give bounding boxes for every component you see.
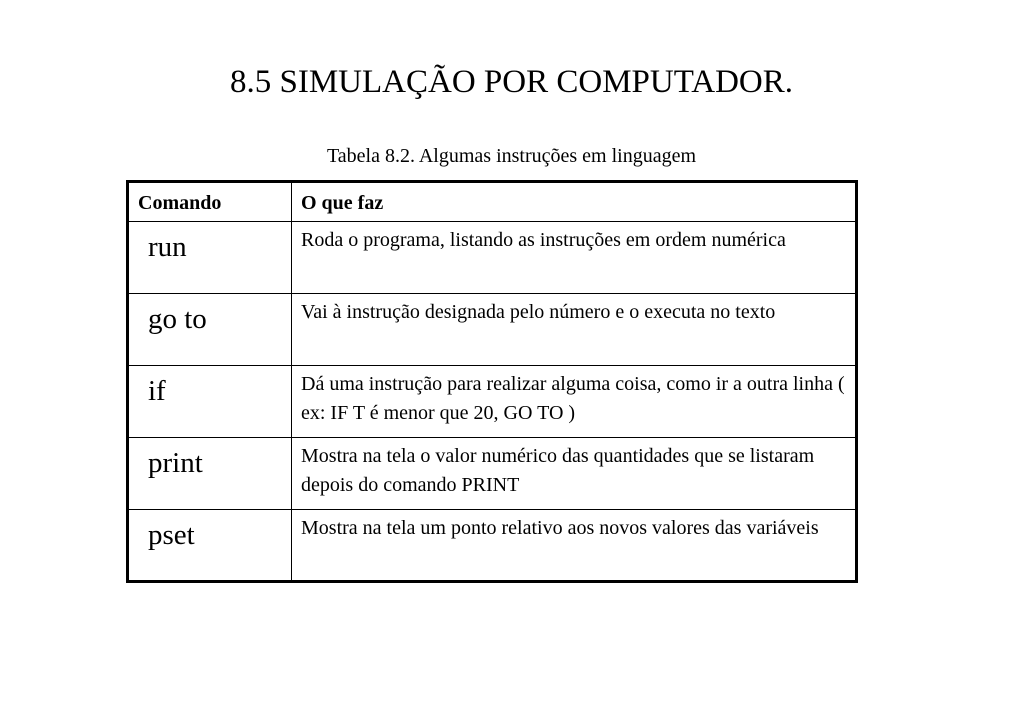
description-cell: Dá uma instrução para realizar alguma coisa, como ir a outra linha ( ex: IF T é menor que 20, GO TO ) bbox=[292, 366, 857, 438]
table-row bbox=[128, 294, 857, 366]
description-cell: Mostra na tela um ponto relativo aos novos valores das variáveis bbox=[292, 510, 857, 582]
table-row bbox=[128, 510, 857, 582]
table-caption: Tabela 8.2. Algumas instruções em linguagem bbox=[326, 145, 697, 167]
command-cell: pset bbox=[128, 510, 292, 582]
command-cell: run bbox=[128, 222, 292, 294]
description-cell: Roda o programa, listando as instruções em ordem numérica bbox=[292, 222, 857, 294]
table-row bbox=[128, 438, 857, 510]
description-cell: Mostra na tela o valor numérico das quantidades que se listaram depois do comando PRINT bbox=[292, 438, 857, 510]
command-cell: if bbox=[128, 366, 292, 438]
instructions-table bbox=[126, 180, 858, 583]
table-row bbox=[128, 366, 857, 438]
command-cell: print bbox=[128, 438, 292, 510]
command-cell: go to bbox=[128, 294, 292, 366]
table-row bbox=[128, 222, 857, 294]
table-header-row bbox=[128, 182, 857, 222]
page-title: 8.5 SIMULAÇÃO POR COMPUTADOR. bbox=[229, 64, 793, 100]
description-cell: Vai à instrução designada pelo número e o executa no texto bbox=[292, 294, 857, 366]
column-header-command: Comando bbox=[128, 182, 292, 222]
column-header-description: O que faz bbox=[292, 182, 857, 222]
